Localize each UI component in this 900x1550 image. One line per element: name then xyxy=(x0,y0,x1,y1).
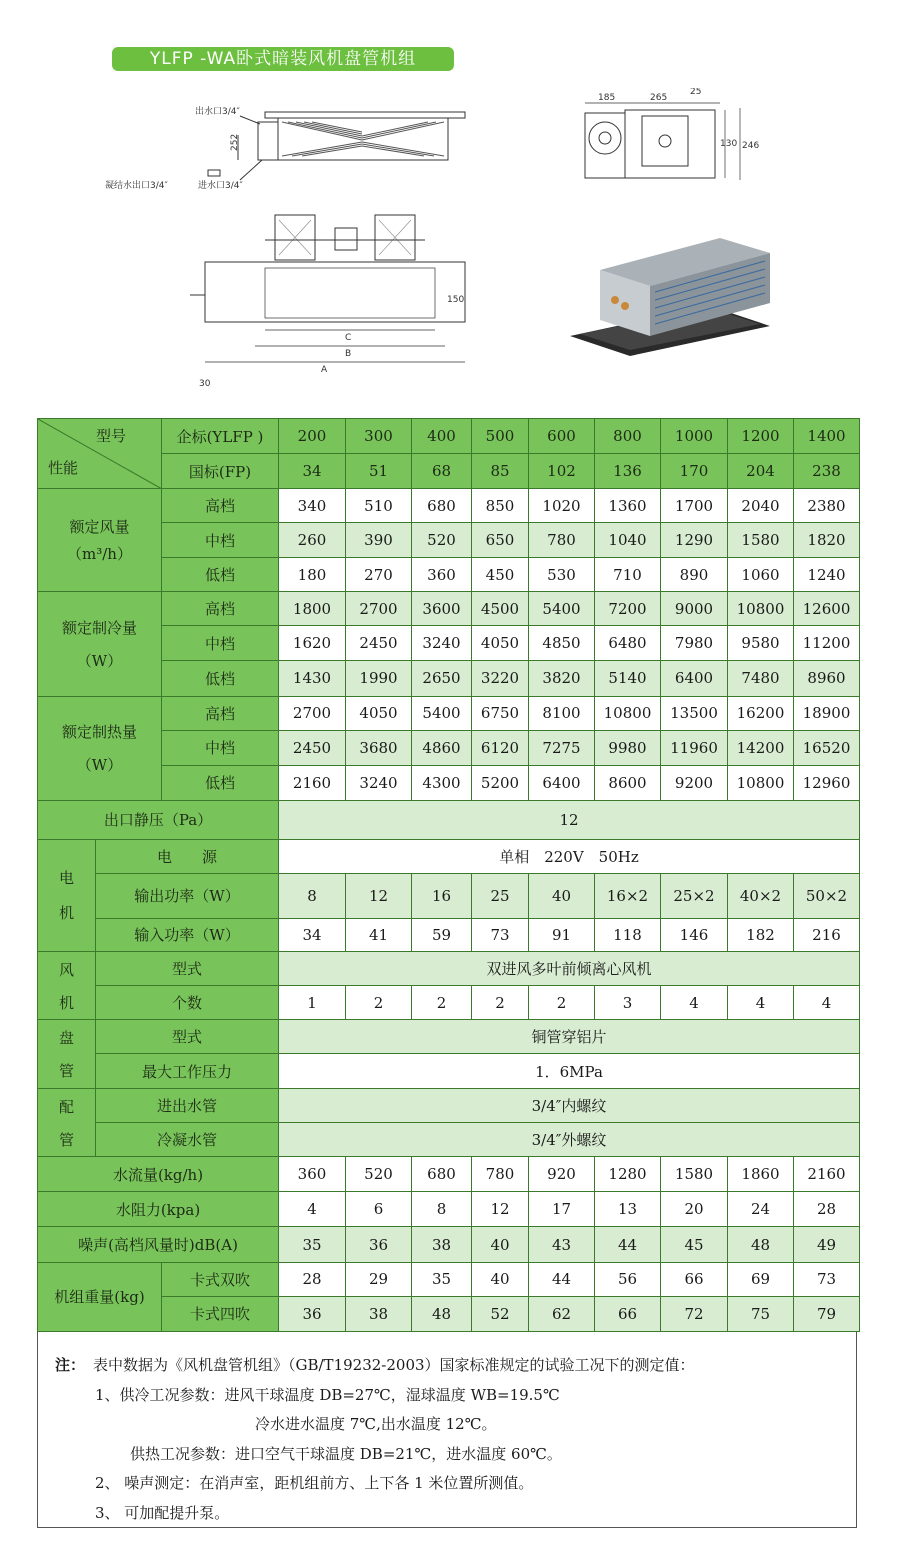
noise-cell: 35 xyxy=(279,1227,346,1262)
weight-quad-cell: 79 xyxy=(794,1296,860,1331)
airflow-label-cell xyxy=(38,489,162,592)
pipe-char-2: 管 xyxy=(58,1130,74,1149)
cooling-high-cell: 3600 xyxy=(412,592,472,626)
airflow-high-cell: 680 xyxy=(412,489,472,523)
noise-cell: 44 xyxy=(595,1227,661,1262)
cooling-high-cell: 9000 xyxy=(661,592,728,626)
coil-pressure-label: 最大工作压力 xyxy=(96,1054,279,1089)
dim-150: 150 xyxy=(447,295,465,305)
cooling-mid-cell: 1620 xyxy=(279,626,346,661)
ent-model: 1200 xyxy=(728,419,794,454)
heating-low-cell: 12960 xyxy=(794,765,860,800)
airflow-high-cell: 2040 xyxy=(728,489,794,523)
heating-low-cell: 8600 xyxy=(595,765,661,800)
motor-char-2: 机 xyxy=(58,904,74,923)
note-line-3: 供热工况参数：进口空气干球温度 DB=21℃，进水温度 60℃。 xyxy=(130,1445,562,1463)
page-title: YLFP -WA卧式暗装风机盘管机组 xyxy=(112,47,454,71)
heating-high-cell: 16200 xyxy=(728,696,794,730)
weight-quad-cell: 52 xyxy=(472,1296,529,1331)
cooling-low-cell: 1430 xyxy=(279,661,346,696)
weight-quad-cell: 66 xyxy=(595,1296,661,1331)
water-flow-cell: 920 xyxy=(529,1157,595,1192)
heating-high-cell: 18900 xyxy=(794,696,860,730)
heating-high-cell: 13500 xyxy=(661,696,728,730)
weight-double-label: 卡式双吹 xyxy=(162,1262,279,1296)
nat-model: 51 xyxy=(346,454,412,489)
airflow-mid-cell: 780 xyxy=(529,523,595,558)
dim-246: 246 xyxy=(742,141,760,151)
motor-output-cell: 50×2 xyxy=(794,873,860,918)
fan-count-cell: 4 xyxy=(728,986,794,1020)
noise-cell: 48 xyxy=(728,1227,794,1262)
coil-type-value: 铜管穿铝片 xyxy=(279,1020,860,1054)
ent-model: 200 xyxy=(279,419,346,454)
weight-double-cell: 44 xyxy=(529,1262,595,1296)
weight-quad-label: 卡式四吹 xyxy=(162,1296,279,1331)
dim-25: 25 xyxy=(690,88,702,97)
heating-low-cell: 2160 xyxy=(279,765,346,800)
inlet-label: 进水口3/4″ xyxy=(198,181,243,191)
motor-input-label: 输入功率（W） xyxy=(96,918,279,951)
motor-output-cell: 40×2 xyxy=(728,873,794,918)
heating-low-cell: 3240 xyxy=(346,765,412,800)
motor-output-cell: 16×2 xyxy=(595,873,661,918)
ent-model: 300 xyxy=(346,419,412,454)
coil-type-label: 型式 xyxy=(96,1020,279,1054)
motor-output-cell: 25 xyxy=(472,873,529,918)
water-resistance-cell: 13 xyxy=(595,1192,661,1227)
motor-input-cell: 34 xyxy=(279,918,346,951)
motor-input-cell: 59 xyxy=(412,918,472,951)
motor-output-cell: 40 xyxy=(529,873,595,918)
water-resistance-cell: 20 xyxy=(661,1192,728,1227)
noise-cell: 45 xyxy=(661,1227,728,1262)
dim-252: 252 xyxy=(230,133,240,151)
static-pressure-label: 出口静压（Pa） xyxy=(38,800,279,839)
cooling-high-cell: 4500 xyxy=(472,592,529,626)
cooling-high-cell: 12600 xyxy=(794,592,860,626)
cooling-high-cell: 10800 xyxy=(728,592,794,626)
pipe-inout-label: 进出水管 xyxy=(96,1089,279,1123)
water-flow-cell: 2160 xyxy=(794,1157,860,1192)
airflow-low-cell: 450 xyxy=(472,558,529,592)
airflow-mid-cell: 1820 xyxy=(794,523,860,558)
cooling-low-cell: 3820 xyxy=(529,661,595,696)
cooling-high-cell: 5400 xyxy=(529,592,595,626)
water-flow-cell: 780 xyxy=(472,1157,529,1192)
dim-265: 265 xyxy=(650,93,668,103)
heating-low-cell: 4300 xyxy=(412,765,472,800)
cooling-label-cell xyxy=(38,592,162,696)
water-resistance-cell: 28 xyxy=(794,1192,860,1227)
motor-input-cell: 182 xyxy=(728,918,794,951)
noise-cell: 43 xyxy=(529,1227,595,1262)
cooling-high-cell: 7200 xyxy=(595,592,661,626)
airflow-high-cell: 510 xyxy=(346,489,412,523)
fan-count-cell: 2 xyxy=(412,986,472,1020)
airflow-low-cell: 710 xyxy=(595,558,661,592)
level-mid: 中档 xyxy=(162,523,279,558)
water-flow-cell: 1280 xyxy=(595,1157,661,1192)
cooling-mid-cell: 9580 xyxy=(728,626,794,661)
heating-label: 额定制热量 xyxy=(61,723,137,742)
airflow-mid-cell: 1290 xyxy=(661,523,728,558)
heating-unit: （W） xyxy=(76,756,123,775)
level-low: 低档 xyxy=(162,661,279,696)
noise-cell: 49 xyxy=(794,1227,860,1262)
note-line-0: 表中数据为《风机盘管机组》（GB/T19232-2003）国家标准规定的试验工况下的测定值： xyxy=(93,1356,695,1374)
nat-model: 204 xyxy=(728,454,794,489)
notes-head: 注： xyxy=(55,1356,86,1374)
cooling-low-cell: 2650 xyxy=(412,661,472,696)
cooling-low-cell: 3220 xyxy=(472,661,529,696)
airflow-low-cell: 1060 xyxy=(728,558,794,592)
water-flow-cell: 360 xyxy=(279,1157,346,1192)
airflow-high-cell: 850 xyxy=(472,489,529,523)
level-low: 低档 xyxy=(162,765,279,800)
dim-b: B xyxy=(345,349,352,359)
weight-quad-cell: 62 xyxy=(529,1296,595,1331)
coil-char-2: 管 xyxy=(58,1062,74,1081)
airflow-mid-cell: 1580 xyxy=(728,523,794,558)
motor-output-cell: 12 xyxy=(346,873,412,918)
ent-model: 500 xyxy=(472,419,529,454)
pipe-inout-value: 3/4″内螺纹 xyxy=(279,1089,860,1123)
dim-30: 30 xyxy=(199,379,211,389)
motor-power-label: 电 源 xyxy=(96,839,279,873)
product-photo xyxy=(560,228,790,368)
motor-output-cell: 16 xyxy=(412,873,472,918)
spec-table xyxy=(37,418,860,1332)
water-flow-cell: 520 xyxy=(346,1157,412,1192)
airflow-mid-cell: 260 xyxy=(279,523,346,558)
cooling-mid-cell: 3240 xyxy=(412,626,472,661)
weight-quad-cell: 38 xyxy=(346,1296,412,1331)
heating-high-cell: 6750 xyxy=(472,696,529,730)
heating-low-cell: 5200 xyxy=(472,765,529,800)
condensate-label: 凝结水出口3/4″ xyxy=(105,181,168,191)
fan-count-cell: 2 xyxy=(346,986,412,1020)
water-flow-cell: 680 xyxy=(412,1157,472,1192)
fan-count-cell: 3 xyxy=(595,986,661,1020)
heating-mid-cell: 6120 xyxy=(472,730,529,765)
level-high: 高档 xyxy=(162,592,279,626)
motor-output-cell: 8 xyxy=(279,873,346,918)
ent-model: 1000 xyxy=(661,419,728,454)
fan-char-2: 机 xyxy=(58,993,74,1012)
heating-mid-cell: 16520 xyxy=(794,730,860,765)
noise-label: 噪声(高档风量时)dB(A) xyxy=(38,1227,279,1262)
weight-double-cell: 35 xyxy=(412,1262,472,1296)
note-line-1: 1、供冷工况参数：进风干球温度 DB=27℃，湿球温度 WB=19.5℃ xyxy=(95,1386,560,1404)
water-resistance-cell: 24 xyxy=(728,1192,794,1227)
fan-count-cell: 4 xyxy=(661,986,728,1020)
airflow-high-cell: 1700 xyxy=(661,489,728,523)
weight-quad-cell: 75 xyxy=(728,1296,794,1331)
cooling-low-cell: 6400 xyxy=(661,661,728,696)
heating-high-cell: 8100 xyxy=(529,696,595,730)
heating-mid-cell: 9980 xyxy=(595,730,661,765)
cooling-low-cell: 1990 xyxy=(346,661,412,696)
nat-model: 238 xyxy=(794,454,860,489)
note-line-5: 3、 可加配提升泵。 xyxy=(95,1504,230,1522)
airflow-low-cell: 360 xyxy=(412,558,472,592)
nat-model: 102 xyxy=(529,454,595,489)
cooling-high-cell: 2700 xyxy=(346,592,412,626)
airflow-low-cell: 1240 xyxy=(794,558,860,592)
water-resistance-label: 水阻力(kpa) xyxy=(38,1192,279,1227)
fan-count-cell: 4 xyxy=(794,986,860,1020)
fan-count-cell: 2 xyxy=(472,986,529,1020)
ent-model: 600 xyxy=(529,419,595,454)
water-resistance-cell: 12 xyxy=(472,1192,529,1227)
fan-count-label: 个数 xyxy=(96,986,279,1020)
nat-model: 170 xyxy=(661,454,728,489)
motor-power-value: 单相 220V 50Hz xyxy=(279,839,860,873)
level-high: 高档 xyxy=(162,696,279,730)
heating-high-cell: 5400 xyxy=(412,696,472,730)
weight-double-cell: 56 xyxy=(595,1262,661,1296)
airflow-low-cell: 530 xyxy=(529,558,595,592)
water-flow-cell: 1580 xyxy=(661,1157,728,1192)
level-low: 低档 xyxy=(162,558,279,592)
pipe-condensate-label: 冷凝水管 xyxy=(96,1123,279,1157)
heating-mid-cell: 7275 xyxy=(529,730,595,765)
end-view-drawing xyxy=(570,88,760,188)
water-resistance-cell: 17 xyxy=(529,1192,595,1227)
fan-char-1: 风 xyxy=(58,960,74,979)
airflow-high-cell: 2380 xyxy=(794,489,860,523)
airflow-high-cell: 340 xyxy=(279,489,346,523)
weight-double-cell: 73 xyxy=(794,1262,860,1296)
level-mid: 中档 xyxy=(162,626,279,661)
pipe-condensate-value: 3/4″外螺纹 xyxy=(279,1123,860,1157)
weight-double-cell: 29 xyxy=(346,1262,412,1296)
airflow-mid-cell: 1040 xyxy=(595,523,661,558)
cooling-mid-cell: 6480 xyxy=(595,626,661,661)
notes-section xyxy=(37,1332,857,1528)
motor-char-1: 电 xyxy=(58,869,74,888)
pipe-group-label xyxy=(38,1089,96,1157)
heating-mid-cell: 14200 xyxy=(728,730,794,765)
motor-output-cell: 25×2 xyxy=(661,873,728,918)
airflow-low-cell: 180 xyxy=(279,558,346,592)
ent-model: 800 xyxy=(595,419,661,454)
dim-130: 130 xyxy=(720,139,738,149)
cooling-low-cell: 8960 xyxy=(794,661,860,696)
nat-model: 34 xyxy=(279,454,346,489)
cooling-mid-cell: 4850 xyxy=(529,626,595,661)
ent-model: 1400 xyxy=(794,419,860,454)
dim-a: A xyxy=(321,365,328,375)
coil-char-1: 盘 xyxy=(58,1029,74,1048)
nat-model: 85 xyxy=(472,454,529,489)
nat-model: 136 xyxy=(595,454,661,489)
fan-count-cell: 1 xyxy=(279,986,346,1020)
weight-quad-cell: 72 xyxy=(661,1296,728,1331)
cooling-label: 额定制冷量 xyxy=(61,618,137,637)
weight-double-cell: 40 xyxy=(472,1262,529,1296)
weight-double-cell: 66 xyxy=(661,1262,728,1296)
note-line-2: 冷水进水温度 7℃,出水温度 12℃。 xyxy=(255,1415,497,1433)
header-corner xyxy=(38,419,162,489)
motor-input-cell: 41 xyxy=(346,918,412,951)
airflow-high-cell: 1360 xyxy=(595,489,661,523)
airflow-mid-cell: 520 xyxy=(412,523,472,558)
weight-double-cell: 28 xyxy=(279,1262,346,1296)
water-flow-label: 水流量(kg/h) xyxy=(38,1157,279,1192)
water-resistance-cell: 6 xyxy=(346,1192,412,1227)
weight-double-cell: 69 xyxy=(728,1262,794,1296)
side-view-drawing xyxy=(100,100,480,200)
heating-high-cell: 10800 xyxy=(595,696,661,730)
coil-pressure-value: 1．6MPa xyxy=(279,1054,860,1089)
motor-output-label: 输出功率（W） xyxy=(96,873,279,918)
heating-low-cell: 6400 xyxy=(529,765,595,800)
noise-cell: 38 xyxy=(412,1227,472,1262)
heating-low-cell: 9200 xyxy=(661,765,728,800)
ent-model: 400 xyxy=(412,419,472,454)
airflow-unit: （m³/h） xyxy=(67,545,132,564)
level-high: 高档 xyxy=(162,489,279,523)
heating-mid-cell: 11960 xyxy=(661,730,728,765)
water-resistance-cell: 4 xyxy=(279,1192,346,1227)
fan-type-value: 双进风多叶前倾离心风机 xyxy=(279,951,860,985)
header-model: 型号 xyxy=(96,427,127,445)
nat-model: 68 xyxy=(412,454,472,489)
level-mid: 中档 xyxy=(162,730,279,765)
cooling-mid-cell: 11200 xyxy=(794,626,860,661)
fan-group-label xyxy=(38,951,96,1019)
airflow-low-cell: 890 xyxy=(661,558,728,592)
heating-high-cell: 4050 xyxy=(346,696,412,730)
cooling-high-cell: 1800 xyxy=(279,592,346,626)
motor-input-cell: 73 xyxy=(472,918,529,951)
airflow-mid-cell: 390 xyxy=(346,523,412,558)
cooling-unit: （W） xyxy=(76,651,123,670)
header-performance: 性能 xyxy=(48,459,79,477)
motor-input-cell: 216 xyxy=(794,918,860,951)
heating-mid-cell: 4860 xyxy=(412,730,472,765)
fan-count-cell: 2 xyxy=(529,986,595,1020)
outlet-label: 出水口3/4″ xyxy=(195,107,240,117)
cooling-low-cell: 5140 xyxy=(595,661,661,696)
row-label-national: 国标(FP) xyxy=(162,454,279,489)
airflow-low-cell: 270 xyxy=(346,558,412,592)
cooling-mid-cell: 7980 xyxy=(661,626,728,661)
heating-high-cell: 2700 xyxy=(279,696,346,730)
airflow-label: 额定风量 xyxy=(69,518,130,537)
static-pressure-value: 12 xyxy=(279,800,860,839)
cooling-mid-cell: 4050 xyxy=(472,626,529,661)
row-label-enterprise: 企标(YLFP ) xyxy=(162,419,279,454)
heating-mid-cell: 2450 xyxy=(279,730,346,765)
heating-mid-cell: 3680 xyxy=(346,730,412,765)
dim-c: C xyxy=(345,333,352,343)
noise-cell: 40 xyxy=(472,1227,529,1262)
top-view-drawing xyxy=(185,210,475,390)
pipe-char-1: 配 xyxy=(58,1097,74,1116)
motor-group-label xyxy=(38,839,96,951)
motor-input-cell: 91 xyxy=(529,918,595,951)
weight-quad-cell: 48 xyxy=(412,1296,472,1331)
heating-label-cell xyxy=(38,696,162,800)
cooling-low-cell: 7480 xyxy=(728,661,794,696)
water-flow-cell: 1860 xyxy=(728,1157,794,1192)
heating-low-cell: 10800 xyxy=(728,765,794,800)
coil-group-label xyxy=(38,1020,96,1089)
water-resistance-cell: 8 xyxy=(412,1192,472,1227)
weight-quad-cell: 36 xyxy=(279,1296,346,1331)
motor-input-cell: 146 xyxy=(661,918,728,951)
motor-input-cell: 118 xyxy=(595,918,661,951)
weight-label: 机组重量(kg) xyxy=(38,1262,162,1331)
dim-185: 185 xyxy=(598,93,616,103)
cooling-mid-cell: 2450 xyxy=(346,626,412,661)
airflow-mid-cell: 650 xyxy=(472,523,529,558)
fan-type-label: 型式 xyxy=(96,951,279,985)
noise-cell: 36 xyxy=(346,1227,412,1262)
airflow-high-cell: 1020 xyxy=(529,489,595,523)
note-line-4: 2、 噪声测定：在消声室，距机组前方、上下各 1 米位置所测值。 xyxy=(95,1474,534,1492)
